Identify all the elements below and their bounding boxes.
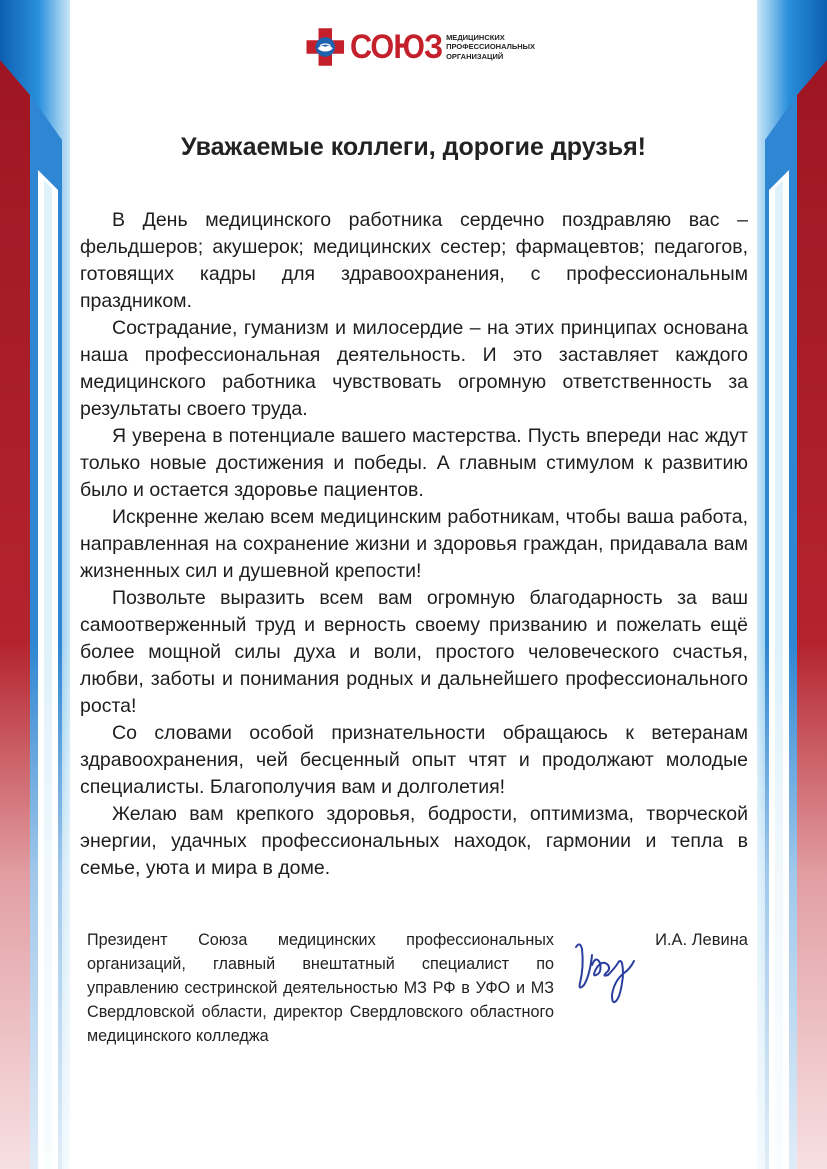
left-decorative-border bbox=[0, 0, 70, 1169]
paragraph: Со словами особой признательности обращаюсь к ветеранам здравоохранения, чей бесценный опыт чтят и продолжают молодые специалисты. Благополучия вам и долголетия! bbox=[80, 722, 748, 798]
letter-body bbox=[80, 207, 748, 882]
paragraph: В День медицинского работника сердечно поздравляю вас – фельдшеров; акушерок; медицинских сестер; фармацевтов; педагогов, готовящих кадры для здравоохранения, с профессиональным праздником. bbox=[80, 209, 748, 312]
paragraph: Искренне желаю всем медицинским работникам, чтобы ваша работа, направленная на сохранение жизни и здоровья граждан, придавала вам жизненных сил и душевной крепости! bbox=[80, 506, 748, 582]
union-logo bbox=[305, 20, 535, 74]
right-decorative-border bbox=[757, 0, 827, 1169]
paragraph: Позвольте выразить всем вам огромную благодарность за ваш самоотверженный труд и верность своему призванию и пожелать ещё более мощной силы духа и воли, простого человеческого счастья, любви, заботы и понимания родных и дальнейшего профессионального роста! bbox=[80, 587, 748, 717]
letter-heading: Уважаемые коллеги, дорогие друзья! bbox=[181, 133, 646, 161]
handwritten-signature bbox=[570, 925, 645, 1015]
signatory-name: И.А. Левина bbox=[655, 931, 748, 949]
logo-subtitle-line: ПРОФЕССИОНАЛЬНЫХ bbox=[446, 42, 535, 52]
logo-subtitle bbox=[446, 33, 535, 62]
red-cross-handshake-icon bbox=[305, 20, 346, 74]
signatory-position: Президент Союза медицинских профессиональных организаций, главный внештатный специалист по управлению сестринской деятельностью МЗ РФ в УФО и МЗ Свердловской области, директор Свердловского областного медицинского колледжа bbox=[87, 931, 554, 1045]
logo-wordmark: СОЮЗ bbox=[349, 28, 442, 66]
logo-subtitle-line: ОРГАНИЗАЦИЙ bbox=[446, 51, 504, 61]
paragraph: Желаю вам крепкого здоровья, бодрости, оптимизма, творческой энергии, удачных профессиональных находок, гармонии и тепла в семье, уюта и мира в доме. bbox=[80, 803, 748, 879]
logo-subtitle-line: МЕДИЦИНСКИХ bbox=[446, 32, 505, 42]
paragraph: Я уверена в потенциале вашего мастерства. Пусть впереди нас ждут только новые достижения и победы. А главным стимулом к развитию было и остается здоровье пациентов. bbox=[80, 425, 748, 501]
paragraph: Сострадание, гуманизм и милосердие – на этих принципах основана наша профессиональная деятельность. И это заставляет каждого медицинского работника чувствовать огромную ответственность за результаты своего труда. bbox=[80, 317, 748, 420]
